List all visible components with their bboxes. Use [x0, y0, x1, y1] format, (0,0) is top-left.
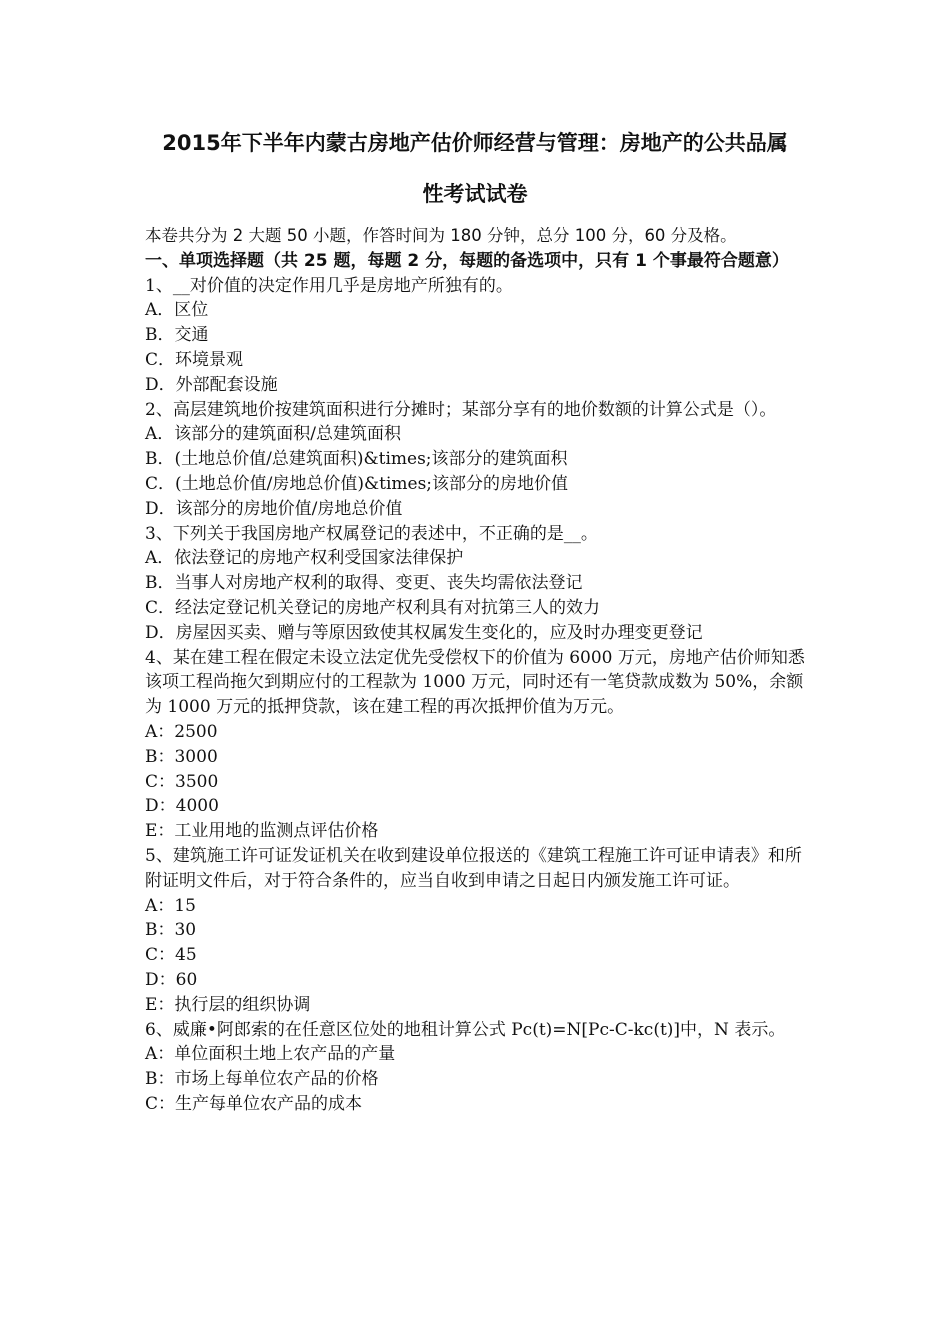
option: C．经法定登记机关登记的房地产权利具有对抗第三人的效力: [145, 597, 601, 618]
exam-intro: 本卷共分为 2 大题 50 小题，作答时间为 180 分钟，总分 100 分，60 分及格。: [145, 226, 737, 245]
section-heading: 一、单项选择题（共 25 题，每题 2 分，每题的备选项中，只有 1 个事最符合题意）: [145, 250, 789, 271]
question-2: [145, 398, 810, 522]
option: B：30: [145, 920, 197, 941]
option: D：60: [145, 969, 198, 990]
document-title-line-1: 2015年下半年内蒙古房地产估价师经营与管理：房地产的公共品属: [162, 131, 788, 155]
option: C．环境景观: [145, 349, 244, 370]
question-stem: 4、某在建工程在假定未设立法定优先受偿权下的价值为 6000 万元，房地产估价师知悉该项工程尚拖欠到期应付的工程款为 1000 万元，同时还有一笔贷款成数为 50%，余额为 1000 万元的抵押贷款，该在建工程的再次抵押价值为万元。: [145, 647, 805, 718]
option: B．交通: [145, 325, 209, 346]
option: C：3500: [145, 771, 219, 792]
option: B：3000: [145, 746, 218, 767]
question-6: [145, 1018, 810, 1117]
question-stem: 5、建筑施工许可证发证机关在收到建设单位报送的《建筑工程施工许可证申请表》和所附证明文件后，对于符合条件的，应当自收到申请之日起日内颁发施工许可证。: [145, 845, 802, 891]
question-4: [145, 646, 810, 844]
option: E：执行层的组织协调: [145, 994, 311, 1015]
document-title-line-2: 性考试试卷: [422, 182, 528, 206]
option: B：市场上每单位农产品的价格: [145, 1069, 379, 1090]
option: B．当事人对房地产权利的取得、变更、丧失均需依法登记: [145, 573, 583, 594]
document-body: [145, 224, 810, 1117]
question-stem: 3、下列关于我国房地产权属登记的表述中，不正确的是__。: [145, 523, 598, 544]
option: D．房屋因买卖、赠与等原因致使其权属发生变化的，应及时办理变更登记: [145, 622, 703, 643]
option: C：生产每单位农产品的成本: [145, 1093, 363, 1114]
option: C．(土地总价值/房地总价值)&times;该部分的房地价值: [145, 473, 569, 494]
option: D．外部配套设施: [145, 374, 278, 395]
question-stem: 2、高层建筑地价按建筑面积进行分摊时；某部分享有的地价数额的计算公式是（）。: [145, 399, 777, 420]
question-5: [145, 844, 810, 1018]
option: B．(土地总价值/总建筑面积)&times;该部分的建筑面积: [145, 449, 568, 470]
option: A：2500: [145, 721, 218, 742]
question-1: [145, 274, 810, 398]
option: A．依法登记的房地产权利受国家法律保护: [145, 548, 464, 569]
option: A：单位面积土地上农产品的产量: [145, 1044, 396, 1065]
option: A．该部分的建筑面积/总建筑面积: [145, 424, 402, 445]
question-3: [145, 522, 810, 646]
option: E：工业用地的监测点评估价格: [145, 821, 379, 842]
option: A．区位: [145, 300, 209, 321]
question-stem: 1、__对价值的决定作用几乎是房地产所独有的。: [145, 275, 513, 296]
option: D：4000: [145, 796, 219, 817]
question-stem: 6、威廉•阿郎索的在任意区位处的地租计算公式 Pc(t)=N[Pc-C-kc(t)]中，N 表示。: [145, 1019, 786, 1040]
option: A：15: [145, 895, 196, 916]
option: D．该部分的房地价值/房地总价值: [145, 498, 403, 519]
option: C：45: [145, 945, 197, 966]
